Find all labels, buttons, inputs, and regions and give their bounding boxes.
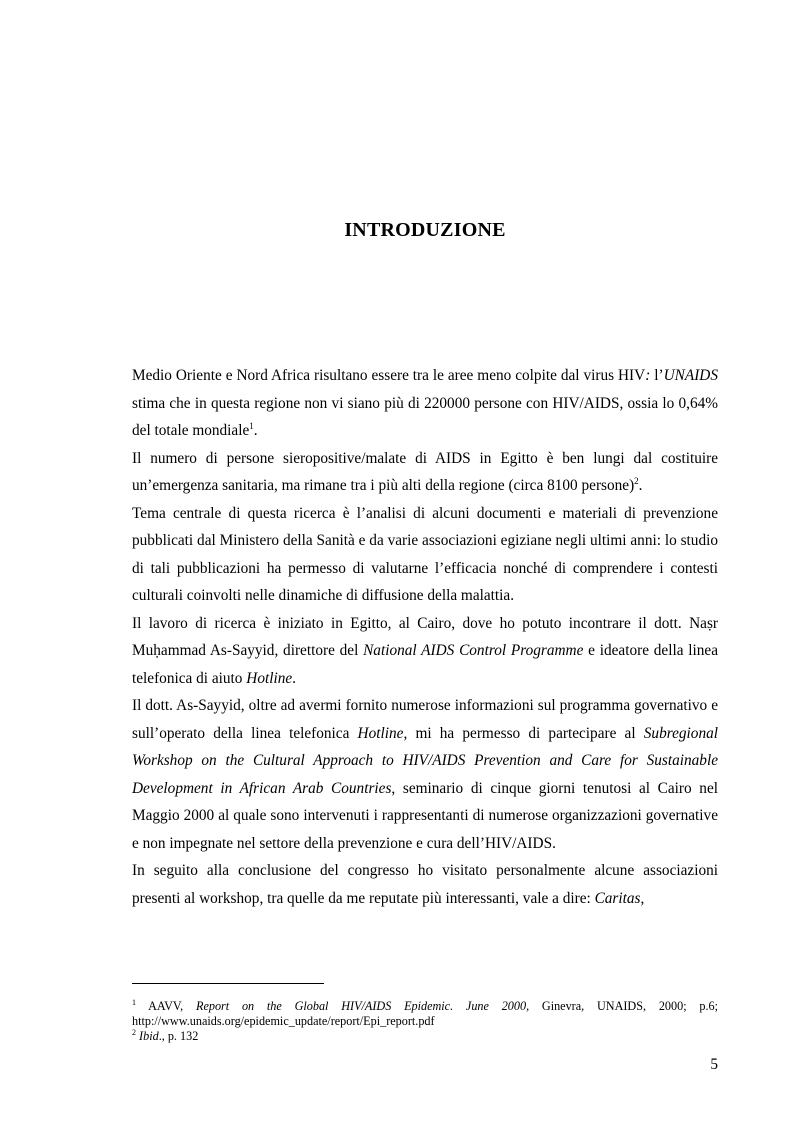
footnote-separator [132, 983, 324, 984]
footnotes [132, 999, 718, 1044]
page-number: 5 [710, 1056, 718, 1073]
paragraph-3: Tema centrale di questa ricerca è l’analisi di alcuni documenti e materiali di prevenzione pubblicati dal Ministero della Sanità e da varie associazioni egiziane negli ultimi anni: lo studio di tali pubblicazioni ha permesso di valutarne l’efficacia nonché di comprendere i contesti culturali coinvolti nelle dinamiche di diffusione della malattia. [132, 504, 718, 604]
paragraph-2: Il numero di persone sieropositive/malate di AIDS in Egitto è ben lungi dal costituire un’emergenza sanitaria, ma rimane tra i più alti della regione (circa 8100 persone)$^2$. [132, 449, 718, 494]
paragraph-6: In seguito alla conclusione del congresso ho visitato personalmente alcune associazioni presenti al workshop, tra quelle da me reputate più interessanti, vale a dire: Caritas, [132, 862, 718, 907]
footnote-2: $^2$ Ibid., p. 132 [132, 1027, 199, 1043]
footnote-mark-2: 2 [132, 1027, 136, 1037]
footnote-ref-2[interactable]: 2 [634, 475, 639, 486]
footnote-mark-1: 1 [132, 997, 136, 1007]
paragraph-1: Medio Oriente e Nord Africa risultano essere tra le aree meno colpite dal virus HIV: l’UNAIDS stima che in questa regione non vi siano più di 220000 persone con HIV/AIDS, ossia lo 0,64% del totale mondiale$^1$. [132, 367, 718, 439]
page-title: INTRODUZIONE [344, 219, 506, 241]
paragraph-5: Il dott. As-Sayyid, oltre ad avermi fornito numerose informazioni sul programma governativo e sull’operato della linea telefonica Hotline, mi ha permesso di partecipare al Subregional Workshop on the Cultural Approach to HIV/AIDS Prevention and Care for Sustainable Development in African Arab Countries, seminario di cinque giorni tenutosi al Cairo nel Maggio 2000 al quale sono intervenuti i rappresentanti di numerose organizzazioni governative e non impegnate nel settore della prevenzione e cura dell’HIV/AIDS. [132, 697, 718, 852]
footnote-ref-1[interactable]: 1 [249, 420, 254, 431]
footnote-1: $^1$ AAVV, Report on the Global HIV/AIDS Epidemic. June 2000, Ginevra, UNAIDS, 2000; p.6; http://www.unaids.org/epidemic_update/report/Epi_report.pdf [132, 997, 718, 1028]
paragraph-4: Il lavoro di ricerca è iniziato in Egitto, al Cairo, dove ho potuto incontrare il dott. Naṣr Muḥammad As-Sayyid, direttore del National AIDS Control Programme e ideatore della linea telefonica di aiuto Hotline. [132, 614, 718, 687]
body-text [132, 362, 718, 912]
